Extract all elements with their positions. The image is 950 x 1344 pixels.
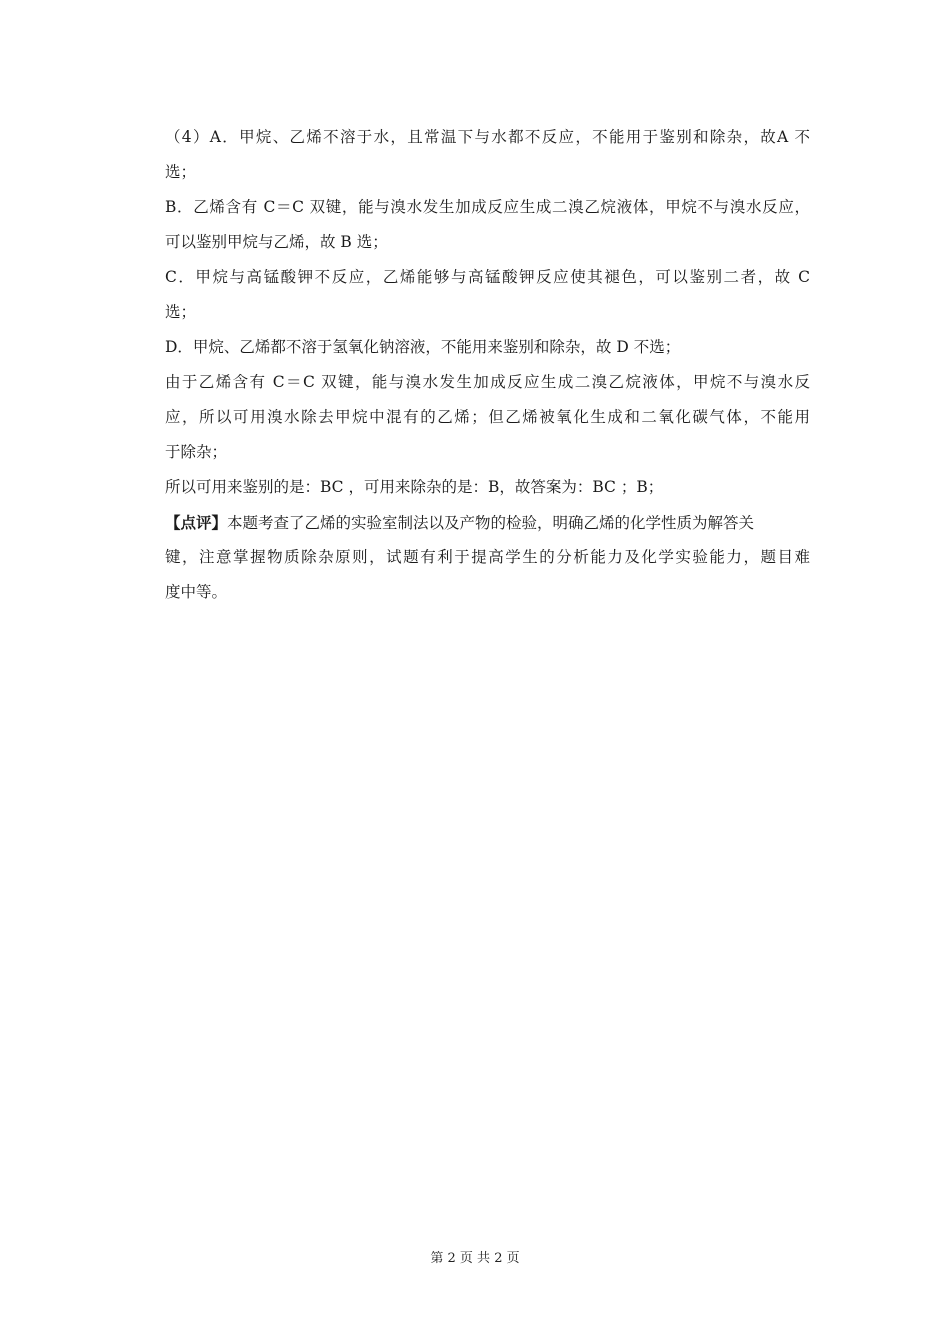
comment-text: 本题考查了乙烯的实验室制法以及产物的检验，明确乙烯的化学性质为解答关 bbox=[227, 514, 755, 532]
text-line: 应，所以可用溴水除去甲烷中混有的乙烯；但乙烯被氧化生成和二氧化碳气体，不能用 bbox=[165, 408, 810, 426]
document-body bbox=[165, 120, 810, 610]
comment-line: 键，注意掌握物质除杂原则，试题有利于提高学生的分析能力及化学实验能力，题目难 bbox=[165, 548, 810, 566]
text-line: C．甲烷与高锰酸钾不反应，乙烯能够与高锰酸钾反应使其褪色，可以鉴别二者，故 C bbox=[165, 268, 810, 286]
text-line: B．乙烯含有 C＝C 双键，能与溴水发生加成反应生成二溴乙烷液体，甲烷不与溴水反应， bbox=[165, 198, 810, 216]
text-line: D．甲烷、乙烯都不溶于氢氧化钠溶液，不能用来鉴别和除杂，故 D 不选； bbox=[165, 338, 681, 356]
text-line: （4）A．甲烷、乙烯不溶于水，且常温下与水都不反应，不能用于鉴别和除杂，故A 不 bbox=[165, 128, 810, 146]
text-line: 所以可用来鉴别的是：BC ，可用来除杂的是：B，故答案为：BC ；B； bbox=[165, 478, 664, 496]
text-line: 于除杂； bbox=[165, 443, 228, 461]
comment-line: 度中等。 bbox=[165, 583, 228, 601]
page-footer: 第 2 页 共 2 页 bbox=[430, 1251, 520, 1266]
text-line: 可以鉴别甲烷与乙烯，故 B 选； bbox=[165, 233, 388, 251]
text-line: 选； bbox=[165, 303, 197, 321]
comment-line bbox=[165, 505, 810, 540]
text-line: 由于乙烯含有 C＝C 双键，能与溴水发生加成反应生成二溴乙烷液体，甲烷不与溴水反 bbox=[165, 373, 810, 391]
comment-label: 【点评】 bbox=[165, 513, 228, 532]
text-line: 选； bbox=[165, 163, 197, 181]
